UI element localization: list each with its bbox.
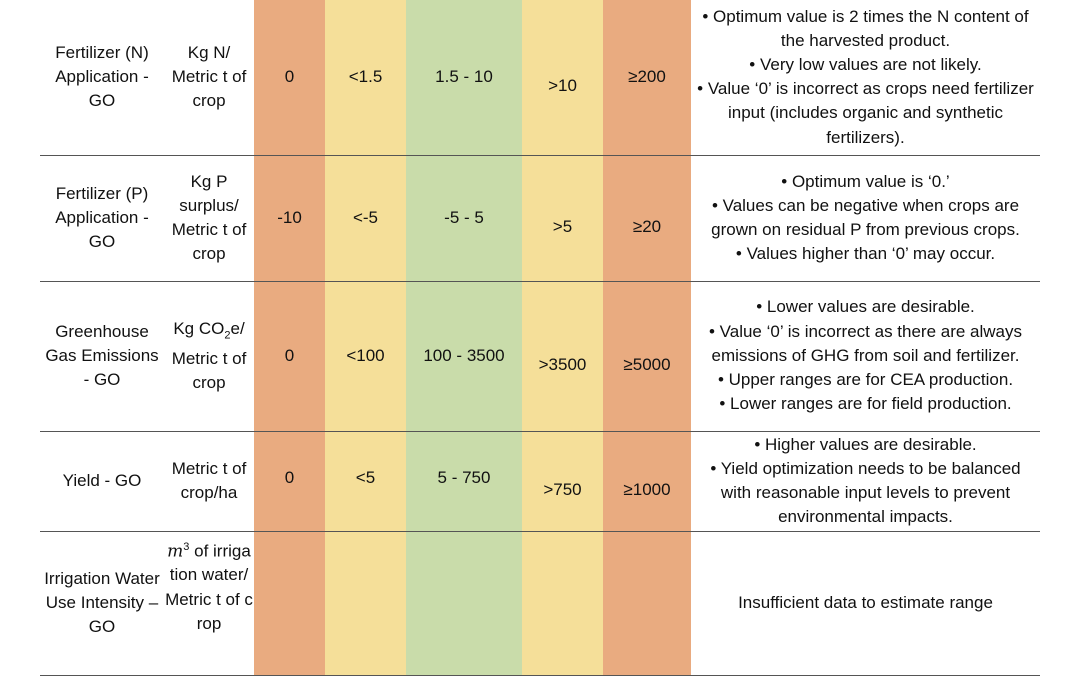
note-line: • Values can be negative when crops are grown on residual P from previous crops.: [711, 195, 1020, 239]
note-line: Insufficient data to estimate range: [738, 592, 993, 612]
note-line: • Yield optimization needs to be balanced with reasonable input levels to prevent environmental impacts.: [710, 458, 1021, 527]
indicator-range-table: [40, 0, 1040, 676]
note-line: • Optimum value is ‘0.’: [781, 171, 950, 191]
table-row: [40, 531, 1040, 675]
unit-cell: Metric t of crop/ha: [164, 431, 254, 531]
range-fair-high: >5: [522, 155, 603, 281]
range-optimal: [406, 531, 522, 675]
note-line: • Higher values are desirable.: [754, 434, 977, 454]
notes-cell: [691, 431, 1040, 531]
range-fair-high: [522, 531, 603, 675]
range-fair-high: >3500: [522, 281, 603, 431]
range-fair-high: >10: [522, 0, 603, 155]
indicator-name: Greenhouse Gas Emissions - GO: [40, 281, 164, 431]
note-line: • Lower ranges are for field production.: [719, 394, 1012, 414]
notes-cell: [691, 155, 1040, 281]
indicator-name: Fertilizer (P) Application - GO: [40, 155, 164, 281]
unit-cell: Kg P surplus/ Metric t of crop: [164, 155, 254, 281]
notes-cell: [691, 531, 1040, 675]
table-row: [40, 431, 1040, 531]
range-fair-low: <-5: [325, 155, 406, 281]
note-line: • Values higher than ‘0’ may occur.: [735, 244, 996, 264]
range-poor-low: [254, 531, 325, 675]
range-fair-high: >750: [522, 431, 603, 531]
range-poor-high: ≥20: [603, 155, 691, 281]
range-poor-high: [603, 531, 691, 675]
range-fair-low: <5: [325, 431, 406, 531]
range-poor-high: ≥200: [603, 0, 691, 155]
range-poor-low: 0: [254, 431, 325, 531]
notes-cell: [691, 281, 1040, 431]
note-line: • Value ‘0’ is incorrect as there are always emissions of GHG from soil and fertilizer.: [708, 321, 1023, 365]
range-poor-high: ≥5000: [603, 281, 691, 431]
note-line: • Very low values are not likely.: [749, 55, 982, 75]
range-optimal: 100 - 3500: [406, 281, 522, 431]
unit-cell: $m^3$ of irrigation water/ Metric t of crop: [164, 531, 254, 675]
range-poor-low: 0: [254, 0, 325, 155]
range-fair-low: <100: [325, 281, 406, 431]
range-optimal: -5 - 5: [406, 155, 522, 281]
indicator-name: Irrigation Water Use Intensity – GO: [40, 531, 164, 675]
range-fair-low: [325, 531, 406, 675]
notes-cell: [691, 0, 1040, 155]
table-row: [40, 0, 1040, 155]
indicator-name: Fertilizer (N) Application - GO: [40, 0, 164, 155]
unit-cell: Kg $CO_2e/$ Metric t of crop: [164, 281, 254, 431]
range-optimal: 1.5 - 10: [406, 0, 522, 155]
range-poor-high: ≥1000: [603, 431, 691, 531]
table-row: [40, 281, 1040, 431]
range-poor-low: 0: [254, 281, 325, 431]
table-row: [40, 155, 1040, 281]
note-line: • Upper ranges are for CEA production.: [717, 370, 1014, 390]
range-fair-low: <1.5: [325, 0, 406, 155]
range-poor-low: -10: [254, 155, 325, 281]
note-line: • Optimum value is 2 times the N content of the harvested product.: [702, 6, 1029, 50]
note-line: • Value ‘0’ is incorrect as crops need fertilizer input (includes organic and synthetic fertilizers).: [697, 79, 1034, 147]
unit-cell: Kg N/ Metric t of crop: [164, 0, 254, 155]
range-optimal: 5 - 750: [406, 431, 522, 531]
note-line: • Lower values are desirable.: [756, 297, 975, 317]
indicator-name: Yield - GO: [40, 431, 164, 531]
